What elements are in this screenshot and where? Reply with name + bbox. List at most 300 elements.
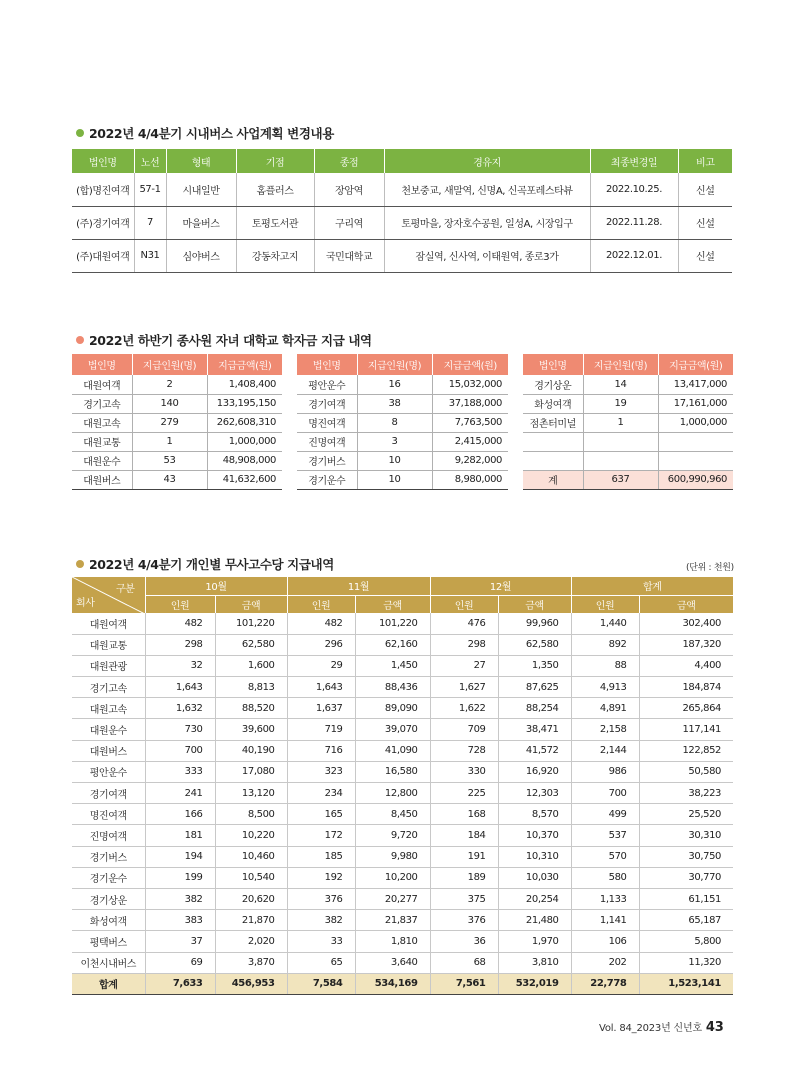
- table-cell: 12,303: [498, 783, 571, 804]
- column-header: 경유지: [384, 149, 590, 173]
- table-row: [72, 634, 733, 655]
- table-cell: 7,584: [287, 973, 355, 994]
- table-cell: 1,350: [498, 655, 571, 676]
- footer-text: Vol. 84_2023년 신년호: [599, 1023, 702, 1034]
- table-cell: 33: [287, 931, 355, 952]
- table-cell: 61,151: [639, 888, 733, 909]
- table-cell: 3,640: [355, 952, 430, 973]
- table-cell: 17,080: [215, 761, 287, 782]
- table-cell: 537: [571, 825, 639, 846]
- table-cell: 진명여객: [297, 432, 357, 451]
- unit-note: (단위 : 천원): [686, 563, 734, 573]
- table-cell: 마을버스: [166, 206, 236, 239]
- table-cell: 토평도서관: [236, 206, 314, 239]
- bullet-icon: [76, 129, 84, 137]
- table-cell: 199: [145, 867, 215, 888]
- table-cell: 36: [430, 931, 498, 952]
- table-cell: 194: [145, 846, 215, 867]
- table-cell: 456,953: [215, 973, 287, 994]
- column-header: 지급금액(원): [658, 354, 733, 375]
- table-cell: 302,400: [639, 613, 733, 634]
- column-header: 지급인원(명): [132, 354, 207, 375]
- table-cell: 382: [287, 910, 355, 931]
- table-cell: 2,158: [571, 719, 639, 740]
- table-cell: 장암역: [314, 173, 384, 206]
- table-cell: 9,720: [355, 825, 430, 846]
- table-cell: 14: [583, 375, 658, 394]
- table-row: [297, 432, 508, 451]
- table-cell: 8,813: [215, 677, 287, 698]
- table-cell: 경기여객: [297, 394, 357, 413]
- table-row: [72, 761, 733, 782]
- table-cell: 2: [132, 375, 207, 394]
- table-cell: 대원여객: [72, 613, 145, 634]
- table-cell: 21,480: [498, 910, 571, 931]
- table-cell: 대원교통: [72, 634, 145, 655]
- table-cell: 20,277: [355, 888, 430, 909]
- column-header: 지급금액(원): [207, 354, 282, 375]
- table-cell: 184,874: [639, 677, 733, 698]
- table-cell: 11,320: [639, 952, 733, 973]
- table-cell: 8,450: [355, 804, 430, 825]
- table-cell: 62,160: [355, 634, 430, 655]
- table-cell: 1,637: [287, 698, 355, 719]
- table-cell: 2,144: [571, 740, 639, 761]
- table-cell: 경기운수: [72, 867, 145, 888]
- table-cell: 41,090: [355, 740, 430, 761]
- table-cell: 10,030: [498, 867, 571, 888]
- table-cell: 1: [132, 432, 207, 451]
- table-cell: 65,187: [639, 910, 733, 931]
- table-cell: 22,778: [571, 973, 639, 994]
- column-header: 기점: [236, 149, 314, 173]
- table-cell: 39,600: [215, 719, 287, 740]
- column-header: 지급인원(명): [357, 354, 432, 375]
- table-cell: 7,763,500: [432, 413, 508, 432]
- table-cell: 명진여객: [72, 804, 145, 825]
- table-cell: 1,440: [571, 613, 639, 634]
- table-cell: 10,200: [355, 867, 430, 888]
- table-cell: 경기버스: [72, 846, 145, 867]
- corner-top-label: 구분: [115, 584, 135, 595]
- table-cell: 62,580: [215, 634, 287, 655]
- table-row: [72, 206, 732, 239]
- table-cell: 62,580: [498, 634, 571, 655]
- table-cell: 30,310: [639, 825, 733, 846]
- route-change-table: [72, 149, 732, 273]
- section1-title: [76, 124, 334, 142]
- table-cell: 383: [145, 910, 215, 931]
- table-cell: 37,188,000: [432, 394, 508, 413]
- table-cell: 225: [430, 783, 498, 804]
- table-cell: 88: [571, 655, 639, 676]
- table-cell: 1: [583, 413, 658, 432]
- table-cell: 2022.10.25.: [590, 173, 678, 206]
- table-cell: 43: [132, 470, 207, 489]
- table-cell: 1,627: [430, 677, 498, 698]
- sub-header: 금액: [215, 595, 287, 613]
- table-row: [72, 867, 733, 888]
- table-row: [72, 613, 733, 634]
- sub-header: 인원: [287, 595, 355, 613]
- table-cell: (주)대원여객: [72, 239, 134, 272]
- table-cell: 9,282,000: [432, 451, 508, 470]
- safety-bonus-table: [72, 577, 733, 995]
- table-cell: 89,090: [355, 698, 430, 719]
- table-row: [72, 888, 733, 909]
- table-row: [297, 413, 508, 432]
- column-header: 비고: [678, 149, 732, 173]
- table-cell: 330: [430, 761, 498, 782]
- section2-title-text: 2022년 하반기 종사원 자녀 대학교 학자금 지급 내역: [89, 333, 372, 348]
- table-cell: 532,019: [498, 973, 571, 994]
- table-row: [72, 825, 733, 846]
- corner-bottom-label: 회사: [76, 598, 95, 609]
- table-cell: 평안운수: [72, 761, 145, 782]
- table-cell: 경기버스: [297, 451, 357, 470]
- table-cell: 88,520: [215, 698, 287, 719]
- table-cell: 7: [134, 206, 166, 239]
- table-row: [72, 394, 282, 413]
- table-cell: [523, 432, 583, 451]
- table-cell: 1,632: [145, 698, 215, 719]
- table-cell: (주)경기여객: [72, 206, 134, 239]
- table-cell: 101,220: [215, 613, 287, 634]
- group-header: 10월: [145, 577, 287, 595]
- table-cell: 600,990,960: [658, 470, 733, 489]
- table-cell: 375: [430, 888, 498, 909]
- table-cell: 117,141: [639, 719, 733, 740]
- column-header: 종점: [314, 149, 384, 173]
- corner-header: [72, 577, 145, 613]
- table-cell: 5,800: [639, 931, 733, 952]
- table-cell: 499: [571, 804, 639, 825]
- table-cell: 32: [145, 655, 215, 676]
- table-cell: 140: [132, 394, 207, 413]
- column-header: 지급인원(명): [583, 354, 658, 375]
- table-cell: 강동차고지: [236, 239, 314, 272]
- table-cell: 경기운수: [297, 470, 357, 489]
- total-row: [72, 973, 733, 994]
- table-cell: 482: [287, 613, 355, 634]
- table-cell: 대원관광: [72, 655, 145, 676]
- table-row: [72, 451, 282, 470]
- table-cell: 241: [145, 783, 215, 804]
- sub-header: 금액: [498, 595, 571, 613]
- table-row: [297, 394, 508, 413]
- table-cell: 신설: [678, 173, 732, 206]
- table-cell: 27: [430, 655, 498, 676]
- table-cell: 41,632,600: [207, 470, 282, 489]
- table-row: [72, 470, 282, 489]
- table-row: [72, 413, 282, 432]
- table-cell: 10,220: [215, 825, 287, 846]
- table-cell: 1,523,141: [639, 973, 733, 994]
- table-cell: 41,572: [498, 740, 571, 761]
- table-cell: 홈플러스: [236, 173, 314, 206]
- column-header: 법인명: [72, 149, 134, 173]
- table-cell: 명진여객: [297, 413, 357, 432]
- table-cell: 69: [145, 952, 215, 973]
- table-cell: 신설: [678, 206, 732, 239]
- table-cell: [523, 451, 583, 470]
- table-cell: 10,370: [498, 825, 571, 846]
- table-cell: 17,161,000: [658, 394, 733, 413]
- column-header: 법인명: [72, 354, 132, 375]
- sub-header: 인원: [145, 595, 215, 613]
- table-cell: 39,070: [355, 719, 430, 740]
- table-cell: 13,120: [215, 783, 287, 804]
- table-cell: 534,169: [355, 973, 430, 994]
- table-cell: 122,852: [639, 740, 733, 761]
- table-cell: 30,750: [639, 846, 733, 867]
- table-cell: 1,000,000: [658, 413, 733, 432]
- table-cell: 16,580: [355, 761, 430, 782]
- table-cell: 10: [357, 451, 432, 470]
- table-cell: 1,000,000: [207, 432, 282, 451]
- table-cell: 19: [583, 394, 658, 413]
- table-cell: 3,810: [498, 952, 571, 973]
- table-cell: 376: [430, 910, 498, 931]
- table-cell: 189: [430, 867, 498, 888]
- table-cell: 화성여객: [523, 394, 583, 413]
- table-cell: 경기고속: [72, 394, 132, 413]
- table-cell: 187,320: [639, 634, 733, 655]
- column-header: 지급금액(원): [432, 354, 508, 375]
- table-cell: 신설: [678, 239, 732, 272]
- table-row: [72, 931, 733, 952]
- table-row: [72, 910, 733, 931]
- table-cell: 88,436: [355, 677, 430, 698]
- table-cell: 482: [145, 613, 215, 634]
- table-row: [72, 719, 733, 740]
- table-cell: 1,450: [355, 655, 430, 676]
- table-cell: 7,633: [145, 973, 215, 994]
- table-row: [72, 952, 733, 973]
- section1-title-text: 2022년 4/4분기 시내버스 사업계획 변경내용: [89, 126, 334, 141]
- table-cell: 202: [571, 952, 639, 973]
- table-cell: 181: [145, 825, 215, 846]
- table-cell: 29: [287, 655, 355, 676]
- table-cell: 1,643: [145, 677, 215, 698]
- sub-header: 인원: [571, 595, 639, 613]
- table-cell: 8,980,000: [432, 470, 508, 489]
- table-cell: 709: [430, 719, 498, 740]
- table-cell: 진명여객: [72, 825, 145, 846]
- table-cell: 20,254: [498, 888, 571, 909]
- table-cell: 8,570: [498, 804, 571, 825]
- table-cell: 16,920: [498, 761, 571, 782]
- table-cell: 296: [287, 634, 355, 655]
- table-row: [72, 239, 732, 272]
- column-header: 최종변경일: [590, 149, 678, 173]
- table-cell: (합)명진여객: [72, 173, 134, 206]
- table-cell: 376: [287, 888, 355, 909]
- table-cell: 700: [145, 740, 215, 761]
- section3-title-text: 2022년 4/4분기 개인별 무사고수당 지급내역: [89, 557, 334, 572]
- table-cell: 1,810: [355, 931, 430, 952]
- table-row: [523, 432, 733, 451]
- bullet-icon: [76, 336, 84, 344]
- table-cell: 토평마을, 장자호수공원, 일성A, 시장입구: [384, 206, 590, 239]
- table-cell: 637: [583, 470, 658, 489]
- column-header: 법인명: [297, 354, 357, 375]
- table-cell: 국민대학교: [314, 239, 384, 272]
- scholarship-table-3: [523, 354, 733, 490]
- table-cell: 경기고속: [72, 677, 145, 698]
- table-cell: [583, 432, 658, 451]
- table-cell: 133,195,150: [207, 394, 282, 413]
- table-cell: 천보중교, 새말역, 신명A, 신곡포레스타뷰: [384, 173, 590, 206]
- table-cell: 88,254: [498, 698, 571, 719]
- table-cell: 53: [132, 451, 207, 470]
- table-cell: N31: [134, 239, 166, 272]
- table-cell: 38: [357, 394, 432, 413]
- table-row: [72, 783, 733, 804]
- table-row: [72, 698, 733, 719]
- table-cell: 12,800: [355, 783, 430, 804]
- table-cell: 1,141: [571, 910, 639, 931]
- table-cell: 986: [571, 761, 639, 782]
- table-cell: 대원버스: [72, 740, 145, 761]
- sub-header: 금액: [355, 595, 430, 613]
- table-cell: 2022.11.28.: [590, 206, 678, 239]
- page-number: 43: [705, 1020, 724, 1035]
- table-cell: 경기상운: [72, 888, 145, 909]
- table-row: [72, 804, 733, 825]
- column-header: 법인명: [523, 354, 583, 375]
- table-cell: 대원운수: [72, 451, 132, 470]
- table-cell: 185: [287, 846, 355, 867]
- table-cell: 2,415,000: [432, 432, 508, 451]
- table-cell: 15,032,000: [432, 375, 508, 394]
- table-cell: 16: [357, 375, 432, 394]
- table-cell: 화성여객: [72, 910, 145, 931]
- table-cell: 165: [287, 804, 355, 825]
- table-cell: 20,620: [215, 888, 287, 909]
- table-cell: 점촌터미널: [523, 413, 583, 432]
- table-cell: 평택버스: [72, 931, 145, 952]
- bullet-icon: [76, 560, 84, 568]
- table-cell: 21,870: [215, 910, 287, 931]
- scholarship-table-2: [297, 354, 508, 490]
- section2-title: [76, 331, 372, 349]
- table-cell: 99,960: [498, 613, 571, 634]
- table-cell: [583, 451, 658, 470]
- table-cell: 106: [571, 931, 639, 952]
- table-row: [72, 432, 282, 451]
- sub-header: 금액: [639, 595, 733, 613]
- page-footer: [599, 1019, 724, 1035]
- table-cell: 경기여객: [72, 783, 145, 804]
- table-cell: 65: [287, 952, 355, 973]
- table-row: [72, 740, 733, 761]
- table-row: [297, 451, 508, 470]
- table-cell: 192: [287, 867, 355, 888]
- table-cell: 1,408,400: [207, 375, 282, 394]
- table-cell: 38,223: [639, 783, 733, 804]
- table-cell: 38,471: [498, 719, 571, 740]
- table-cell: 대원고속: [72, 698, 145, 719]
- table-cell: 4,891: [571, 698, 639, 719]
- table-cell: 2022.12.01.: [590, 239, 678, 272]
- table-cell: 580: [571, 867, 639, 888]
- table-cell: 대원운수: [72, 719, 145, 740]
- table-cell: 10,310: [498, 846, 571, 867]
- table-cell: 172: [287, 825, 355, 846]
- sub-header: 인원: [430, 595, 498, 613]
- table-cell: 3,870: [215, 952, 287, 973]
- table-cell: 262,608,310: [207, 413, 282, 432]
- table-cell: 구리역: [314, 206, 384, 239]
- table-cell: 719: [287, 719, 355, 740]
- table-cell: 4,913: [571, 677, 639, 698]
- table-cell: 382: [145, 888, 215, 909]
- table-cell: 10,540: [215, 867, 287, 888]
- table-cell: 279: [132, 413, 207, 432]
- column-header: 노선: [134, 149, 166, 173]
- table-cell: 265,864: [639, 698, 733, 719]
- table-cell: 234: [287, 783, 355, 804]
- table-row: [297, 375, 508, 394]
- group-header: 12월: [430, 577, 571, 595]
- table-cell: 계: [523, 470, 583, 489]
- table-cell: 잠실역, 신사역, 이태원역, 종로3가: [384, 239, 590, 272]
- table-cell: 9,980: [355, 846, 430, 867]
- table-cell: [658, 451, 733, 470]
- table-cell: 1,643: [287, 677, 355, 698]
- table-cell: 57-1: [134, 173, 166, 206]
- table-cell: 7,561: [430, 973, 498, 994]
- column-header: 형태: [166, 149, 236, 173]
- table-cell: 298: [145, 634, 215, 655]
- table-row: [523, 375, 733, 394]
- table-cell: 심야버스: [166, 239, 236, 272]
- table-row: [523, 470, 733, 489]
- group-header: 합계: [571, 577, 733, 595]
- table-cell: 10: [357, 470, 432, 489]
- table-row: [72, 677, 733, 698]
- table-cell: 1,600: [215, 655, 287, 676]
- table-row: [72, 173, 732, 206]
- table-cell: 8,500: [215, 804, 287, 825]
- table-cell: 대원교통: [72, 432, 132, 451]
- table-cell: 184: [430, 825, 498, 846]
- table-cell: 합계: [72, 973, 145, 994]
- table-cell: 191: [430, 846, 498, 867]
- table-row: [72, 375, 282, 394]
- table-cell: 716: [287, 740, 355, 761]
- table-cell: 이천시내버스: [72, 952, 145, 973]
- table-cell: 323: [287, 761, 355, 782]
- table-cell: 728: [430, 740, 498, 761]
- table-cell: 333: [145, 761, 215, 782]
- table-cell: 대원여객: [72, 375, 132, 394]
- table-cell: 87,625: [498, 677, 571, 698]
- table-cell: 30,770: [639, 867, 733, 888]
- table-cell: 700: [571, 783, 639, 804]
- table-cell: 476: [430, 613, 498, 634]
- table-cell: 50,580: [639, 761, 733, 782]
- table-row: [523, 394, 733, 413]
- table-cell: 3: [357, 432, 432, 451]
- table-cell: 166: [145, 804, 215, 825]
- table-cell: 168: [430, 804, 498, 825]
- table-cell: 298: [430, 634, 498, 655]
- table-cell: 경기상운: [523, 375, 583, 394]
- table-cell: 시내일반: [166, 173, 236, 206]
- table-cell: 4,400: [639, 655, 733, 676]
